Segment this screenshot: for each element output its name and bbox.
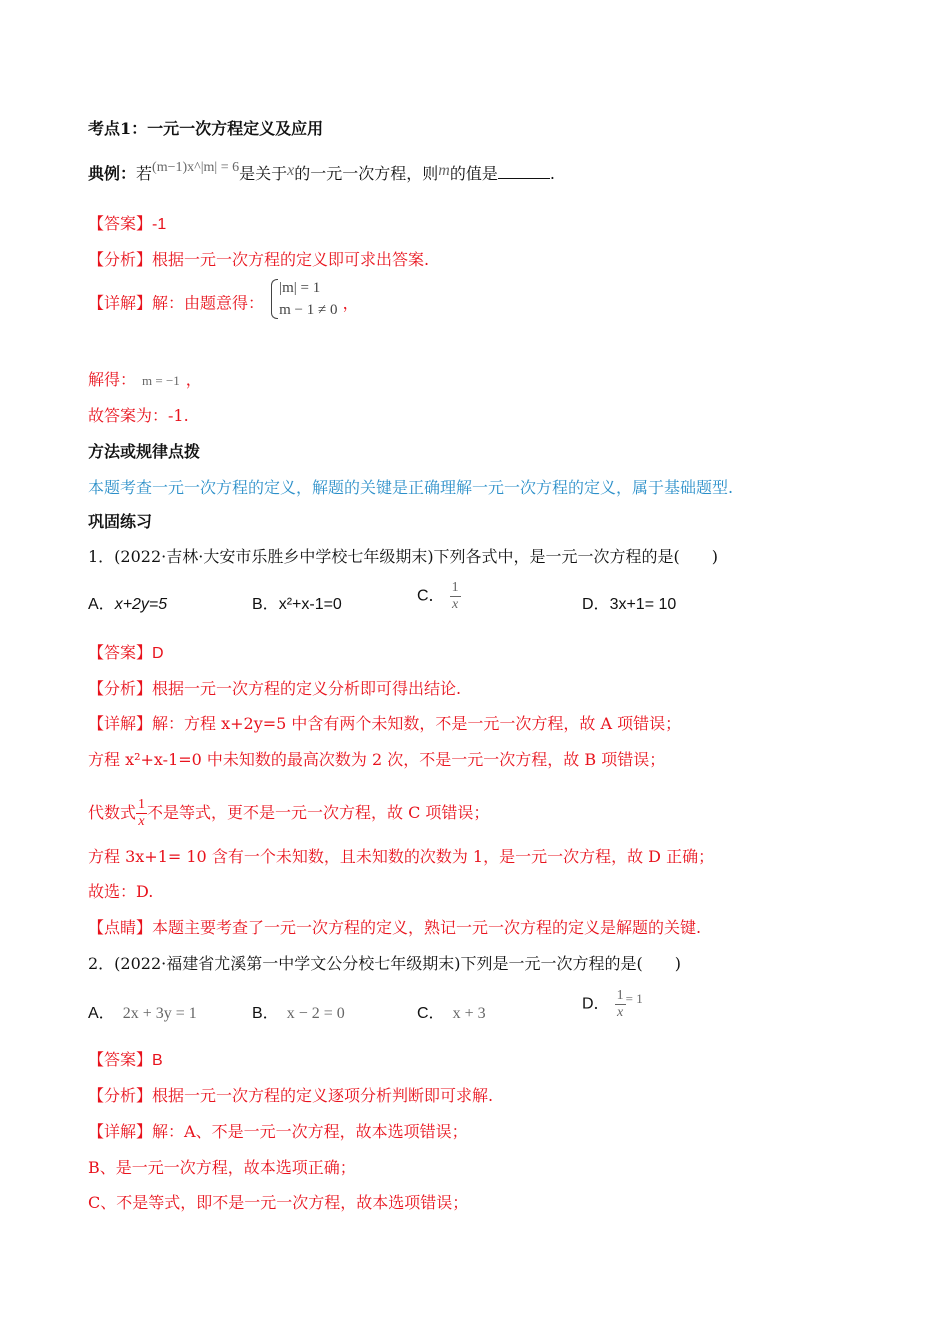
q1-answer — [88, 642, 164, 665]
solve-value: m = −1 — [142, 373, 180, 388]
system-line-2: m − 1 ≠ 0 — [279, 302, 338, 318]
q2-analysis-label: 【分析】 — [88, 1086, 153, 1105]
q2-option-d-den: x — [615, 1004, 626, 1021]
final-answer: 故答案为：-1. — [88, 406, 189, 425]
q1-detail-3-num: 1 — [138, 797, 146, 812]
section-title: 考点1：一元一次方程定义及应用 — [88, 119, 324, 138]
solve-label: 解得： — [88, 370, 137, 389]
q2-detail-2: B、是一元一次方程，故本选项正确； — [88, 1158, 356, 1177]
q1-stem: 1．(2022·吉林·大安市乐胜乡中学校七年级期末)下列各式中，是一元一次方程的是( ) — [88, 547, 719, 566]
q1-analysis-label: 【分析】 — [88, 679, 153, 698]
q1-option-d — [582, 593, 676, 616]
q1-answer-value: D — [152, 645, 164, 662]
q1-detail-1-text: 解：方程 x+2y=5 中含有两个未知数，不是一元一次方程，故 A 项错误； — [152, 714, 682, 733]
q2-stem: 2．(2022·福建省尤溪第一中学文公分校七年级期末)下列是一元一次方程的是( ) — [88, 954, 681, 973]
q2-option-d-rest: = 1 — [625, 990, 643, 1006]
q1-detail-3-pre: 代数式 — [88, 803, 137, 822]
q1-option-c-den: x — [450, 596, 461, 613]
q1-detail-label: 【详解】 — [88, 714, 153, 733]
answer-blank — [498, 162, 550, 179]
equation-system — [269, 277, 337, 321]
q2-answer-label: 【答案】 — [88, 1050, 153, 1069]
q1-option-b — [252, 593, 342, 616]
q1-detail-3-fraction — [136, 797, 147, 830]
system-line-1: |m| = 1 — [279, 280, 321, 296]
q2-detail-label: 【详解】 — [88, 1122, 153, 1141]
q1-detail-2: 方程 x²+x-1=0 中未知数的最高次数为 2 次，不是一元一次方程，故 B 项错误； — [88, 750, 666, 769]
example-text-3: 的一元一次方程，则 — [294, 164, 439, 183]
q1-option-d-text: 3x+1= 10 — [609, 596, 677, 613]
q1-option-b-label: B． — [252, 596, 279, 613]
q1-comment-text: 本题主要考查了一元一次方程的定义，熟记一元一次方程的定义是解题的关键. — [152, 918, 702, 937]
q1-analysis — [88, 678, 461, 700]
q2-analysis — [88, 1085, 493, 1107]
method-title: 方法或规律点拨 — [88, 442, 201, 461]
q1-detail-3-den: x — [136, 813, 147, 830]
q2-option-c — [417, 1002, 486, 1025]
example-solve — [88, 369, 202, 392]
detail-label: 【详解】 — [88, 293, 153, 313]
example-end: . — [549, 164, 555, 183]
q2-option-b — [252, 1002, 345, 1025]
q2-option-d-num: 1 — [616, 988, 624, 1003]
q2-option-c-text: x + 3 — [452, 1005, 486, 1022]
example-text-1: 若 — [136, 164, 153, 183]
example-detail — [88, 280, 359, 321]
q1-option-a — [88, 593, 167, 616]
q1-option-c-fraction — [450, 580, 461, 613]
q2-option-d-label: D． — [582, 995, 610, 1013]
example-text-4: 的值是 — [449, 164, 498, 183]
example-label: 典例： — [88, 164, 137, 183]
q1-answer-label: 【答案】 — [88, 643, 153, 662]
q1-detail-3 — [88, 797, 489, 830]
q1-detail-4: 方程 3x+1= 10 含有一个未知数，且未知数的次数为 1，是一元一次方程，故 D 正确； — [88, 847, 715, 866]
q1-detail-3-post: 不是等式，更不是一元一次方程，故 C 项错误； — [147, 803, 490, 822]
answer-label: 【答案】 — [88, 214, 153, 233]
answer-value: -1 — [152, 216, 167, 233]
q1-comment-label: 【点睛】 — [88, 918, 153, 937]
example-answer — [88, 213, 166, 236]
q2-option-a-label: A． — [88, 1005, 115, 1022]
q1-option-c-label: C． — [417, 587, 445, 605]
q1-option-c-num: 1 — [451, 580, 459, 595]
q2-detail-1-text: 解：A、不是一元一次方程，故本选项错误； — [152, 1122, 468, 1141]
q1-option-c — [417, 580, 461, 613]
q1-option-d-label: D． — [582, 596, 610, 613]
example-var-m: m — [438, 162, 450, 179]
analysis-label: 【分析】 — [88, 250, 153, 269]
q2-option-a-text: 2x + 3y = 1 — [122, 1005, 197, 1022]
q1-detail-1 — [88, 713, 681, 735]
q2-detail-3: C、不是等式，即不是一元一次方程，故本选项错误； — [88, 1193, 469, 1212]
q2-option-b-text: x − 2 = 0 — [286, 1005, 345, 1022]
q2-option-c-label: C． — [417, 1005, 445, 1022]
system-after: ， — [342, 293, 359, 313]
detail-text: 解：由题意得： — [152, 293, 265, 313]
q1-comment — [88, 917, 701, 939]
example-question — [88, 162, 555, 187]
q1-option-a-label: A． — [88, 596, 115, 613]
q2-option-d-fraction — [615, 988, 626, 1021]
example-text-2: 是关于 — [239, 164, 288, 183]
method-text: 本题考查一元一次方程的定义，解题的关键是正确理解一元一次方程的定义，属于基础题型. — [88, 478, 734, 497]
q2-option-a — [88, 1002, 197, 1025]
q2-answer-value: B — [152, 1052, 163, 1069]
analysis-text: 根据一元一次方程的定义即可求出答案. — [152, 250, 430, 269]
q2-option-b-label: B． — [252, 1005, 279, 1022]
q2-detail-1 — [88, 1121, 468, 1143]
q1-option-a-text: x+2y=5 — [114, 596, 168, 613]
practice-title: 巩固练习 — [88, 512, 153, 531]
q2-analysis-text: 根据一元一次方程的定义逐项分析判断即可求解. — [152, 1086, 494, 1105]
example-equation: (m−1)x^|m| = 6 — [152, 160, 240, 175]
q2-option-d — [582, 988, 643, 1021]
solve-after: ， — [185, 370, 202, 389]
q2-answer — [88, 1049, 163, 1072]
q1-analysis-text: 根据一元一次方程的定义分析即可得出结论. — [152, 679, 462, 698]
q1-option-b-text: x²+x-1=0 — [278, 596, 342, 613]
example-analysis — [88, 249, 429, 271]
example-var-x: x — [287, 162, 295, 179]
q1-detail-5: 故选：D. — [88, 882, 154, 901]
